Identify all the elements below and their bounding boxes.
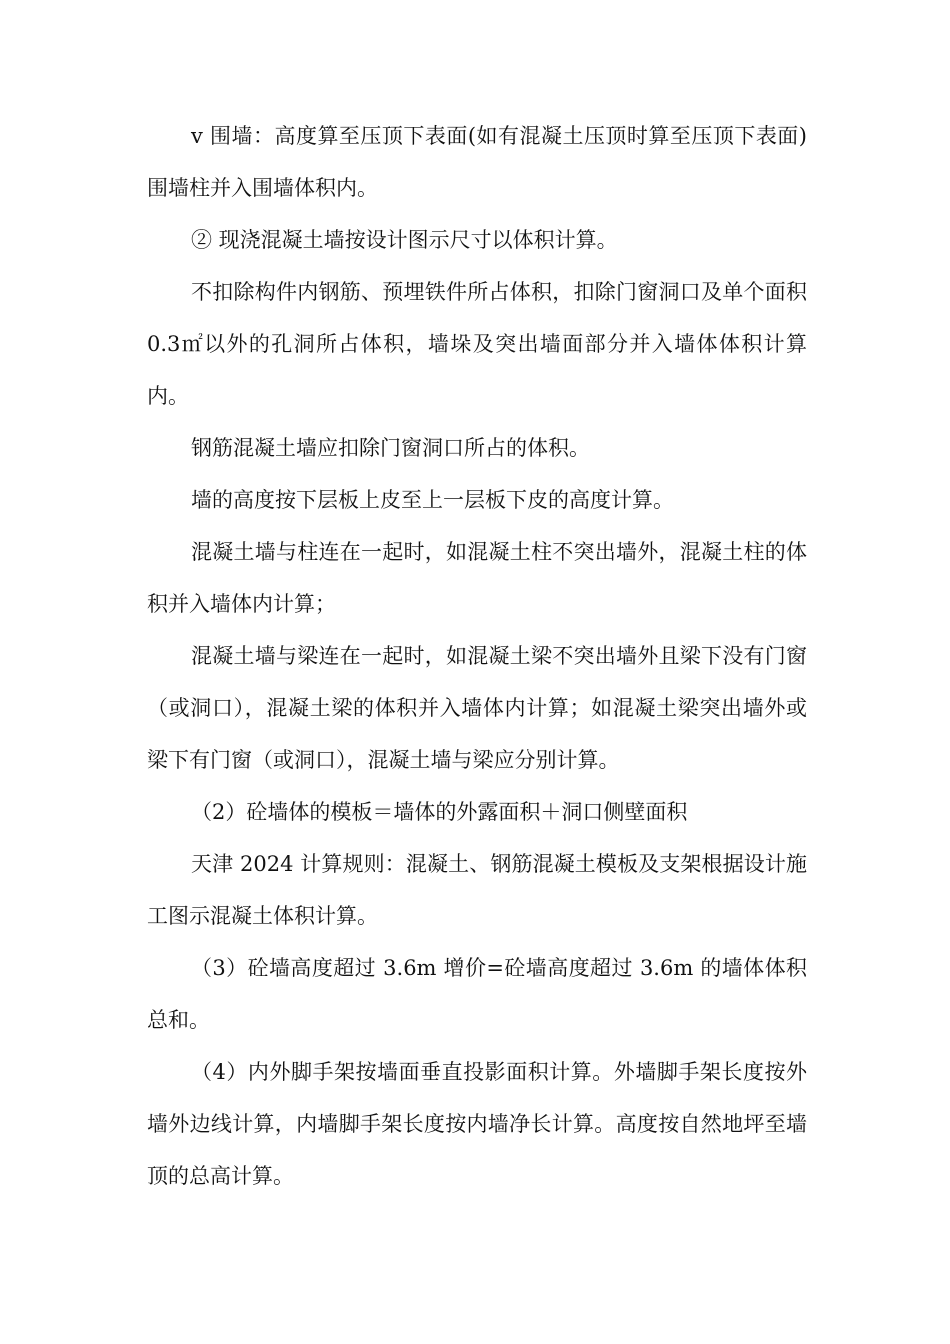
- paragraph-scaffolding: （4）内外脚手架按墙面垂直投影面积计算。外墙脚手架长度按外墙外边线计算，内墙脚手架长度按内墙净长计算。高度按自然地坪至墙顶的总高计算。: [147, 1060, 807, 1188]
- paragraph-wall-height-rule: 墙的高度按下层板上皮至上一层板下皮的高度计算。: [191, 488, 674, 512]
- paragraph-tianjin-rule: 天津 2024 计算规则：混凝土、钢筋混凝土模板及支架根据设计施工图示混凝土体积计算。: [147, 852, 807, 928]
- document-body: [147, 110, 807, 1202]
- paragraph-wall-height: v 围墙：高度算至压顶下表面(如有混凝土压顶时算至压顶下表面)围墙柱并入围墙体积内。: [147, 124, 807, 200]
- paragraph-height-surcharge: （3）砼墙高度超过 3.6m 增价=砼墙高度超过 3.6m 的墙体体积总和。: [147, 956, 807, 1032]
- paragraph-deduction-rule: 不扣除构件内钢筋、预埋铁件所占体积，扣除门窗洞口及单个面积 0.3㎡以外的孔洞所占体积，墙垛及突出墙面部分并入墙体体积计算内。: [147, 280, 807, 408]
- paragraph-cast-wall-rule: ② 现浇混凝土墙按设计图示尺寸以体积计算。: [191, 228, 618, 252]
- paragraph-rc-wall: 钢筋混凝土墙应扣除门窗洞口所占的体积。: [191, 436, 590, 460]
- paragraph-wall-beam: 混凝土墙与梁连在一起时，如混凝土梁不突出墙外且梁下没有门窗（或洞口），混凝土梁的体积并入墙体内计算；如混凝土梁突出墙外或梁下有门窗（或洞口），混凝土墙与梁应分别计算。: [147, 644, 807, 772]
- paragraph-wall-column: 混凝土墙与柱连在一起时，如混凝土柱不突出墙外，混凝土柱的体积并入墙体内计算；: [147, 540, 807, 616]
- paragraph-formwork: （2）砼墙体的模板＝墙体的外露面积＋洞口侧壁面积: [191, 800, 688, 824]
